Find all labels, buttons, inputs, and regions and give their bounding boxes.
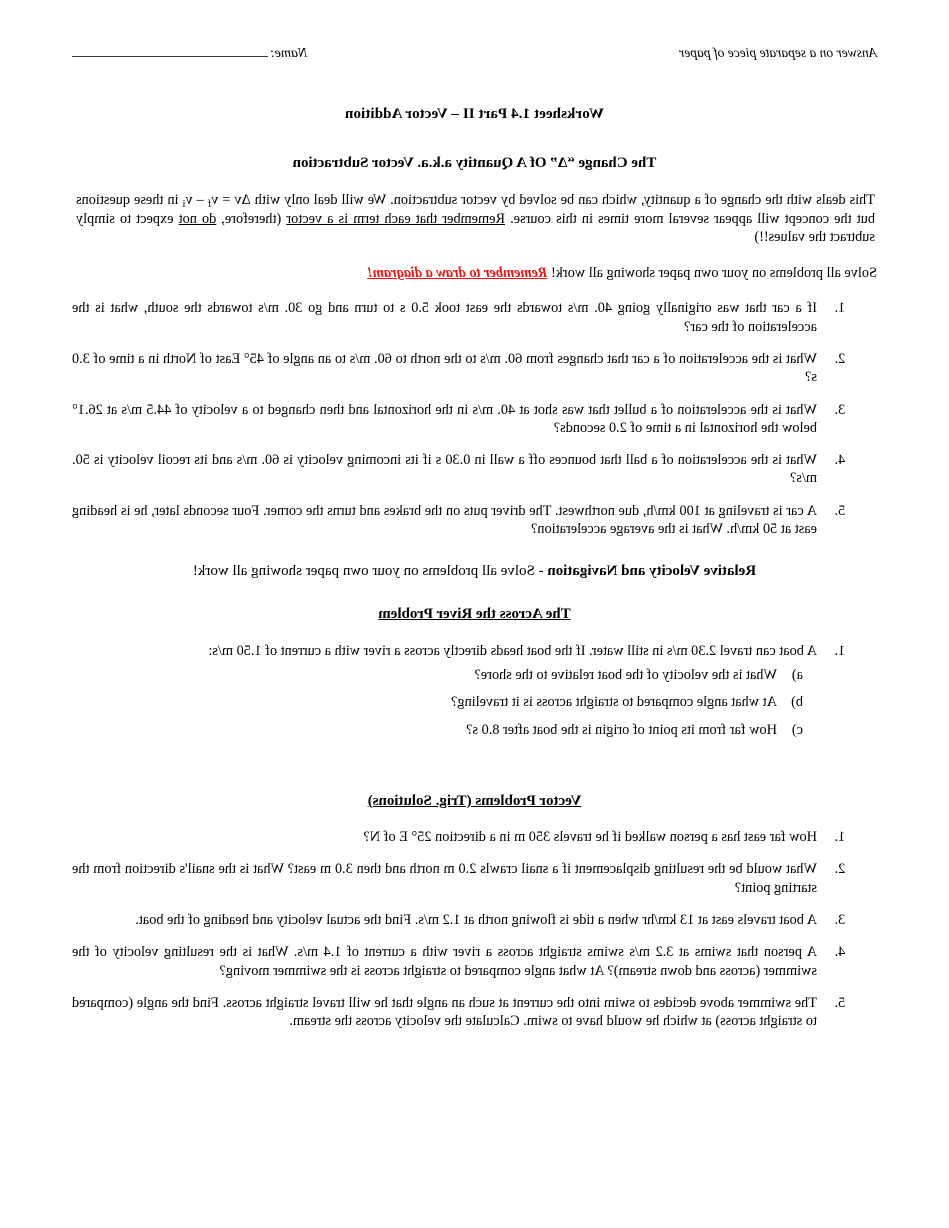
list-item: 4. What is the acceleration of a ball that bounces off a wall in 0.30 s if its incoming velocity is 60. m/s and its recoil velocity is 50. m/s? [72,451,831,488]
questions-list-vector-subtraction [72,299,877,538]
intro-sub-i: i [182,199,186,211]
intro-part5: expect to simply subtract the values!!) [75,210,875,246]
name-input-rule[interactable] [72,44,268,57]
spacer [72,748,877,792]
list-item: 5. The swimmer above decides to swim into the current at such an angle that he will travel straight across. Find the angle (compared to straight across) at which he would have to swim. Calculate the velocity across the stream. [72,994,831,1031]
name-label: Name: [270,46,308,61]
intro-part3: in these questions but the concept will appear several more times in this course. [76,192,875,227]
spacer [72,538,877,562]
relative-velocity-bold-label: Relative Velocity and Navigation [547,563,757,580]
intro-paragraph [72,191,877,247]
list-item: 1. How far east has a person walked if he travels 350 m in a direction 25° E of N? [72,828,831,846]
document-header [72,44,877,63]
answer-note: Answer on a separate piece of paper [679,45,877,60]
questions-list-across-river [72,642,877,739]
intro-part2: – v [185,192,208,209]
worksheet-document [72,44,877,1030]
list-item: 2. What is the acceleration of a car that changes from 60. m/s to the north to 60. m/s to an angle of 45° East of North in a time of 3.0 s? [72,350,831,387]
list-item: At what angle compared to straight across is it traveling? [451,694,777,711]
intro-part1: This deals with the change of a quantity, which can be solved by vector subtraction. We will deal only with Δv = v [211,192,875,209]
list-item: 2. What would be the resulting displacement if a snail crawls 2.0 m north and then 3.0 m east? What is the snail's direction from the starting point? [72,860,831,897]
section-heading-vector-problems [72,792,877,811]
list-item: 3. What is the acceleration of a bullet that was shot at 40. m/s in the horizontal and then changed to a velocity of 44.5 m/s at 26.1° below the horizontal in a time of 2.0 seconds? [72,401,831,438]
list-item: 5. A car is traveling at 100 km/h, due northwest. The driver puts on the brakes and turns the corner. Four seconds later, he is heading east at 50 km/h. What is the average acceleration? [72,502,831,539]
across-river-label: The Across the River Problem [378,606,571,623]
list-item: 3. A boat travels east at 13 km/hr when a tide is flowing north at 1.2 m/s. Find the actual velocity and heading of the boat. [72,911,831,929]
page-title: Worksheet 1.4 Part II – Vector Addition [344,105,605,122]
solve-instruction-text: Solve all problems on your own paper showing all work! [547,265,877,282]
name-field-group [72,44,307,63]
list-item: How far from its point of origin is the boat after 8.0 s? [466,721,777,738]
section-heading-across-river [72,605,877,624]
list-item: 1. If a car that was originally going 40. m/s towards the east took 5.0 s to turn and go 30. m/s towards the south, what is the acceleration of the car? [72,299,831,336]
river-subquestions [72,666,817,739]
spacer [72,581,877,605]
section-heading-relative-velocity [72,562,877,581]
solve-instruction-line [72,264,877,282]
intro-underlined-vector-note: Remember that each term is a vector [286,210,506,227]
intro-underlined-do-not: do not [178,210,217,227]
vector-problems-label: Vector Problems (Trig. Solutions) [367,792,582,809]
remember-diagram-note: Remember to draw a diagram! [367,265,548,282]
section-heading-vector-subtraction: The Change “Δ” Of A Quantity a.k.a. Vector Subtraction [292,155,657,172]
list-item: 4. A person that swims at 3.2 m/s swims straight across a river with a current of 1.4 m/s. What is the resulting velocity of the swimmer (across and down stream)? At what angle compared to straight across is the swimmer moving? [72,943,831,980]
intro-part4: (therefore, [216,210,287,227]
list-item: What is the velocity of the boat relative to the shore? [474,666,777,683]
intro-sub-f: f [207,199,212,211]
river-question-text: A boat can travel 2.30 m/s in still water. If the boat heads directly across a river with a current of 1.50 m/s: [208,642,817,659]
relative-velocity-rest: - Solve all problems on your own paper showing all work! [192,563,548,580]
list-item [72,642,831,739]
questions-list-vector-problems [72,828,877,1030]
